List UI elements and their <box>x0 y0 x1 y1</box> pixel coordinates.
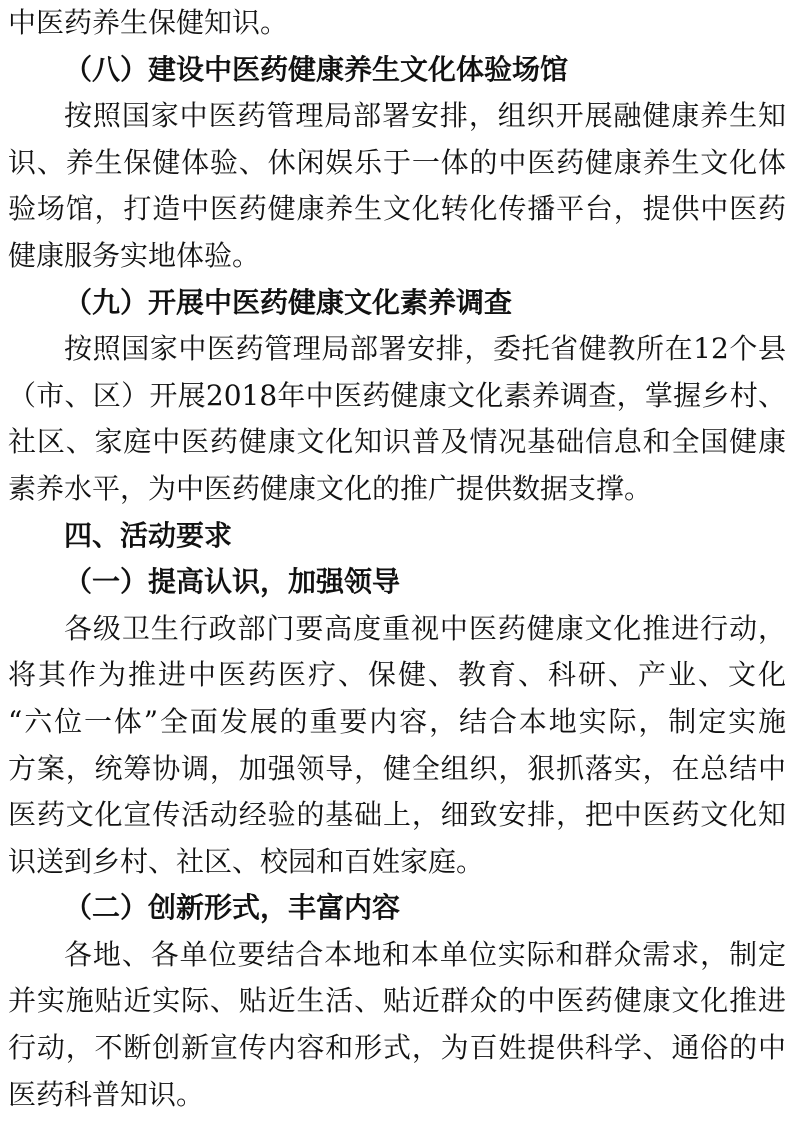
paragraph-line: 方案，统筹协调，加强领导，健全组织，狠抓落实，在总结中 <box>8 751 786 785</box>
paragraph-line: 各地、各单位要结合本地和本单位实际和群众需求，制定 <box>64 937 786 971</box>
item-8-paragraph <box>8 93 786 279</box>
paragraph-line: “六位一体”全面发展的重要内容，结合本地实际，制定实施 <box>8 704 786 738</box>
paragraph-line: 按照国家中医药管理局部署安排，组织开展融健康养生知 <box>64 99 786 133</box>
paragraph-line: （市、区）开展2018年中医药健康文化素养调查，掌握乡村、 <box>8 378 786 412</box>
paragraph-line: 识、养生保健体验、休闲娱乐于一体的中医药健康养生文化体 <box>8 145 786 179</box>
document-page <box>8 0 786 1118</box>
paragraph-line: 社区、家庭中医药健康文化知识普及情况基础信息和全国健康 <box>8 425 786 459</box>
paragraph-line: 识送到乡村、社区、校园和百姓家庭。 <box>8 844 485 878</box>
paragraph-line: 医药科普知识。 <box>8 1077 205 1111</box>
requirement-1-heading: （一）提高认识，加强领导 <box>64 565 401 599</box>
item-9-heading: （九）开展中医药健康文化素养调查 <box>64 285 513 319</box>
paragraph-line: 将其作为推进中医药医疗、保健、教育、科研、产业、文化 <box>8 658 786 692</box>
item-8-heading: （八）建设中医药健康养生文化体验场馆 <box>64 52 569 86</box>
item-9-paragraph <box>8 326 786 512</box>
paragraph-line: 素养水平，为中医药健康文化的推广提供数据支撑。 <box>8 471 653 505</box>
paragraph-line: 并实施贴近实际、贴近生活、贴近群众的中医药健康文化推进 <box>8 984 786 1018</box>
paragraph-line: 按照国家中医药管理局部署安排，委托省健教所在12个县 <box>64 332 786 366</box>
requirement-2-paragraph <box>8 932 786 1118</box>
paragraph-line: 中医药养生保健知识。 <box>8 6 289 39</box>
paragraph-line: 行动，不断创新宣传内容和形式，为百姓提供科学、通俗的中 <box>8 1031 786 1065</box>
paragraph-line: 各级卫生行政部门要高度重视中医药健康文化推进行动， <box>64 611 786 645</box>
section-4-heading: 四、活动要求 <box>64 518 233 552</box>
paragraph-line: 健康服务实地体验。 <box>8 238 261 272</box>
continued-paragraph <box>8 0 786 47</box>
requirement-1-paragraph <box>8 606 786 886</box>
requirement-2-heading: （二）创新形式，丰富内容 <box>64 891 401 925</box>
paragraph-line: 医药文化宣传活动经验的基础上，细致安排，把中医药文化知 <box>8 798 786 832</box>
paragraph-line: 验场馆，打造中医药健康养生文化转化传播平台，提供中医药 <box>8 192 786 226</box>
